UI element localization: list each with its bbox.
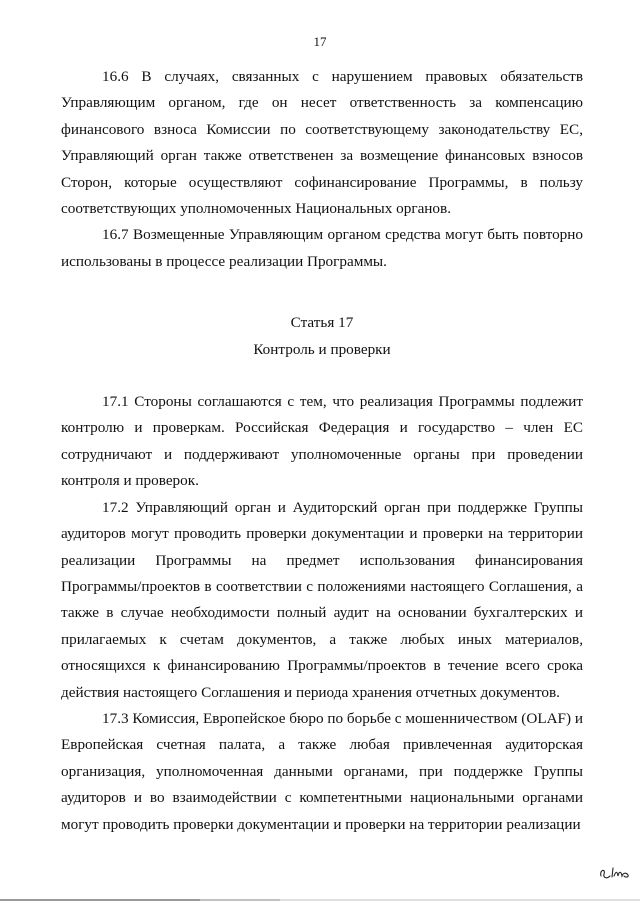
document-body bbox=[61, 64, 583, 838]
handwritten-initials bbox=[598, 864, 632, 882]
article-title: Контроль и проверки bbox=[253, 340, 391, 358]
page-number: 17 bbox=[313, 34, 327, 49]
article-number: Статья 17 bbox=[290, 314, 354, 332]
bottom-edge-line bbox=[0, 899, 640, 901]
paragraph-17-3: 17.3 Комиссия, Европейское бюро по борьбе с мошенничеством (OLAF) и Европейская счетная палата, а также любая привлеченная аудиторская организация, уполномоченная данными органами, при поддержке Группы аудиторов и во взаимодействии с компетентными национальными органами могут проводить проверки документации и проверки на территории реализации bbox=[61, 709, 583, 833]
paragraph-16-6: 16.6 В случаях, связанных с нарушением правовых обязательств Управляющим органом, где он несет ответственность за компенсацию финансового взноса Комиссии по соответствующему законодательству ЕС, Управляющий орган также ответственен за возмещение финансовых взносов Сторон, которые осуществляют софинансирование Программы, в пользу соответствующих уполномоченных Национальных органов. bbox=[61, 68, 583, 218]
paragraph-16-7: 16.7 Возмещенные Управляющим органом средства могут быть повторно использованы в процессе реализации Программы. bbox=[61, 226, 583, 270]
paragraph-17-1: 17.1 Стороны соглашаются с тем, что реализация Программы подлежит контролю и проверкам. Российская Федерация и государство – член ЕС сотрудничают и поддерживают уполномоченные органы при проведении контроля и проверок. bbox=[61, 393, 583, 490]
paragraph-17-2: 17.2 Управляющий орган и Аудиторский орган при поддержке Группы аудиторов могут проводить проверки документации и проверки на территории реализации Программы на предмет использования финансирования Программы/проектов в соответствии с положениями настоящего Соглашения, а также в случае необходимости полный аудит на основании бухгалтерских и прилагаемых к счетам документов, а также любых иных материалов, относящихся к финансированию Программы/проектов в течение всего срока действия настоящего Соглашения и периода хранения отчетных документов. bbox=[61, 498, 583, 701]
article-heading-block bbox=[61, 310, 583, 363]
